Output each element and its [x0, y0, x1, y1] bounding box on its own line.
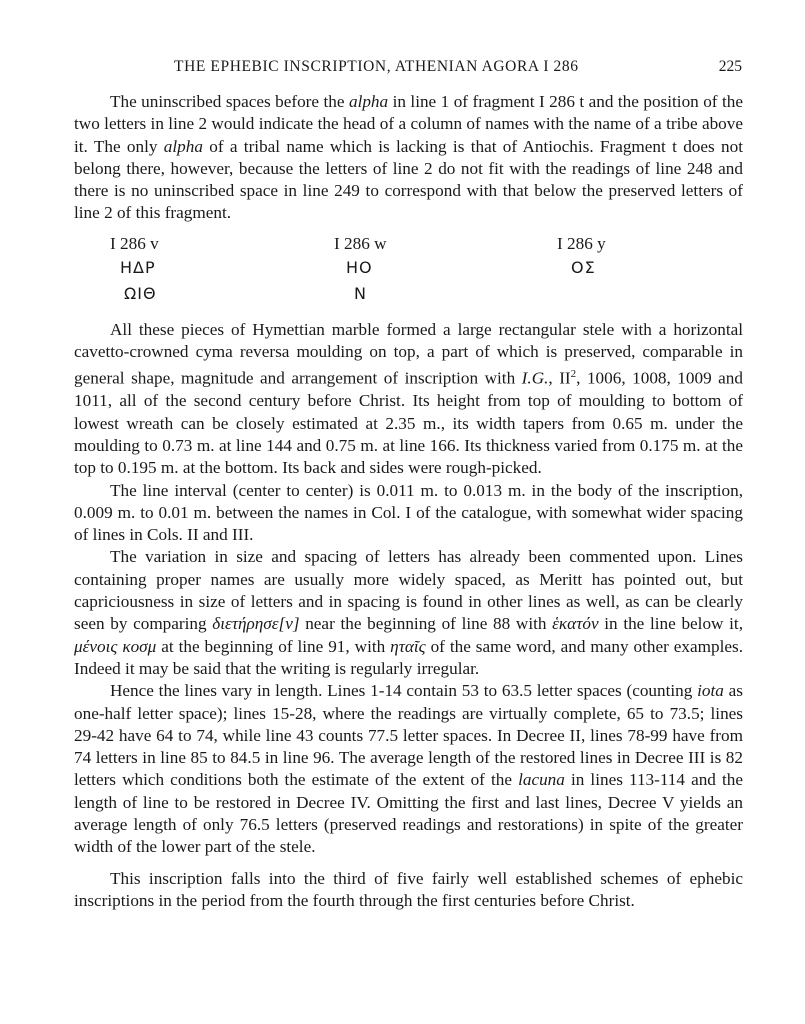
greek-word: ηταῖς	[390, 636, 426, 656]
fragment-y	[557, 233, 606, 277]
fragment-readings	[74, 233, 743, 309]
text-run: near the beginning of line 88 with	[299, 614, 553, 634]
text-run: The uninscribed spaces before the	[110, 92, 349, 111]
text-run: of the same word, and many other examples. Indeed it may be said that the writing is regularly irregular.	[74, 636, 743, 678]
text-run: Hence the lines vary in length. Lines 1-14 contain 53 to 63.5 letter spaces (counting	[110, 681, 698, 701]
paragraph-3: The line interval (center to center) is 0.011 m. to 0.013 m. in the body of the inscription, 0.009 m. to 0.01 m. between the names in Col. I of the catalogue, with somewhat wider spacing of lines in Cols. II and III.	[74, 480, 743, 545]
fragment-line-1: ΗΟ	[346, 257, 373, 277]
text-run: All these pieces of Hymettian marble formed a large rectangular stele with a horizontal cavetto-crowned cyma reversa moulding on top, a part of which is preserved, comparable in general shape, magnitude and arrangement of inscription with	[74, 319, 743, 389]
fragment-w	[334, 233, 387, 303]
text-run: in line 1 of fragment I 286 t and the position of the two letters in line 2 would indicate the head of a column of names with the name of a tribe above it. The only	[74, 92, 743, 156]
running-title: THE EPHEBIC INSCRIPTION, ATHENIAN AGORA I 286	[174, 58, 579, 75]
paragraph-6: This inscription falls into the third of five fairly well established schemes of ephebic inscriptions in the period from the fourth through the first centuries before Christ.	[74, 868, 743, 910]
fragment-label: I 286 v	[110, 233, 159, 253]
paragraph-1	[74, 91, 743, 225]
text-run: in lines 113-114 and the length of line to be restored in Decree IV. Omitting the first and last lines, Decree V yields an average length of only 76.5 letters (preserved readings and restorations) in spite of the greater width of the lower part of the stele.	[74, 770, 743, 857]
italic-term: alpha	[163, 136, 203, 156]
paragraph-2	[74, 319, 743, 480]
text-run: as one-half letter space); lines 15-28, where the readings are virtually complete, 65 to 73.5; lines 29-42 have 64 to 74, while line 43 counts 77.5 letter spaces. In Decree II, lines 78-99 have from 74 letters in line 85 to 84.5 in line 96. The average length of the restored lines in Decree III is 82 letters which conditions both the estimate of the extent of the	[74, 681, 743, 790]
text-run: of a tribal name which is lacking is that of Antiochis. Fragment t does not belong there, however, because the letters of line 2 do not fit with the readings of line 248 and there is no uninscribed space in line 249 to correspond with that below the preserved letters of line 2 of this fragment.	[74, 136, 743, 223]
greek-word: ἑκατόν	[552, 614, 599, 634]
text-run: , II	[548, 369, 571, 389]
italic-term: lacuna	[518, 770, 565, 790]
paragraph-5	[74, 680, 743, 858]
italic-term: I.G.	[521, 369, 549, 389]
italic-term: alpha	[348, 92, 389, 111]
text-run: , 1006, 1008, 1009 and 1011, all of the second century before Christ. Its height from top of moulding to bottom of lowest wreath can be closely estimated at 2.35 m., its width tapers from 0.65 m. under the moulding to 0.73 m. at line 144 and 0.75 m. at line 166. Its thickness varied from 0.175 m. at the top to 0.195 m. at the bottom. Its back and sides were rough-picked.	[74, 369, 743, 478]
greek-word: μένοις κοσμ	[74, 636, 157, 656]
paragraph-4	[74, 546, 743, 680]
fragment-line-2: Ν	[354, 283, 367, 303]
greek-word: διετήρησε[ν]	[212, 614, 300, 634]
page-header	[74, 58, 742, 82]
fragment-line-1: ΗΔΡ	[120, 257, 156, 277]
text-run: The variation in size and spacing of letters has already been commented upon. Lines containing proper names are usually more widely spaced, as Meritt has pointed out, but capriciousness in size of letters and in spacing is found in other lines as well, as can be clearly seen by comparing	[74, 547, 743, 634]
fragment-line-2: ΩΙΘ	[124, 283, 157, 303]
fragment-label: I 286 w	[334, 233, 387, 253]
body-text	[74, 91, 743, 912]
fragment-label: I 286 y	[557, 233, 606, 253]
text-run: in the line below it,	[598, 614, 743, 634]
page-number: 225	[718, 58, 742, 75]
text-run: at the beginning of line 91, with	[156, 636, 391, 656]
superscript: 2	[570, 368, 577, 381]
fragment-line-1: ΟΣ	[571, 257, 596, 277]
fragment-v	[110, 233, 159, 303]
italic-term: iota	[697, 681, 724, 701]
